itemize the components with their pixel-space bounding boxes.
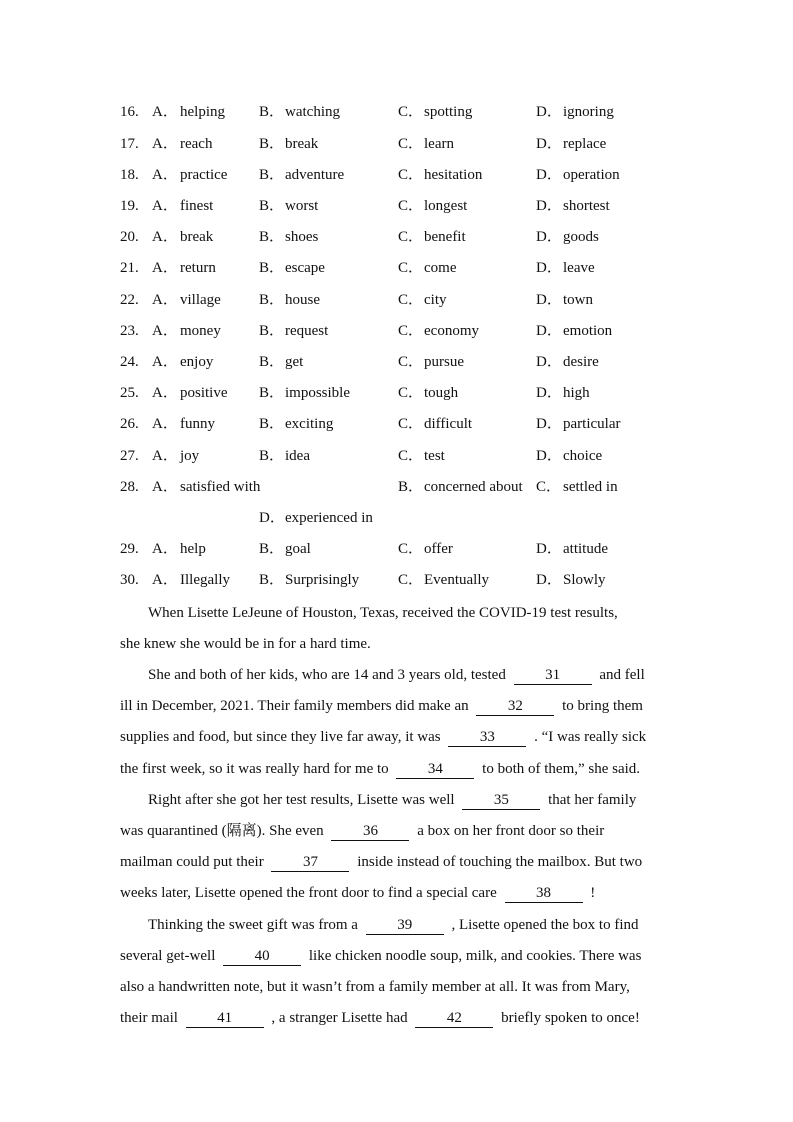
option-letter-b: B． (259, 104, 285, 120)
option-letter-c: C． (398, 323, 424, 339)
option-d[interactable]: choice (563, 448, 603, 464)
option-letter-d: D． (536, 260, 562, 276)
passage-line: their mail 41 , a stranger Lisette had 42 briefly spoken to once! (120, 1010, 640, 1026)
option-d[interactable]: goods (563, 229, 599, 245)
option-letter-d: D． (536, 416, 562, 432)
passage-line: mailman could put their 37 inside instead of touching the mailbox. But two (120, 854, 643, 870)
option-letter-d: D． (536, 323, 562, 339)
passage-line: the first week, so it was really hard for me to 34 to both of them,” she said. (120, 761, 641, 777)
option-c[interactable]: come (424, 260, 457, 276)
option-letter-a: A． (152, 260, 178, 276)
option-letter-a: A． (152, 198, 178, 214)
option-c[interactable]: test (424, 448, 445, 464)
option-letter-b: B． (259, 385, 285, 401)
option-a[interactable]: funny (180, 416, 215, 432)
option-letter-d: D． (536, 292, 562, 308)
option-b[interactable]: shoes (285, 229, 319, 245)
option-letter-c: C． (536, 479, 562, 495)
passage-line: When Lisette LeJeune of Houston, Texas, received the COVID-19 test results, (148, 605, 618, 621)
option-letter-d: D． (536, 198, 562, 214)
option-letter-a: A． (152, 572, 178, 588)
option-letter-a: A． (152, 479, 178, 495)
passage-line: also a handwritten note, but it wasn’t from a family member at all. It was from Mary, (120, 979, 630, 995)
option-letter-c: C． (398, 260, 424, 276)
question-number: 25. (120, 385, 139, 401)
option-b[interactable]: watching (285, 104, 340, 120)
option-b[interactable]: idea (285, 448, 310, 464)
option-letter-d: D． (536, 167, 562, 183)
passage-line: Right after she got her test results, Lisette was well 35 that her family (148, 792, 637, 808)
option-c[interactable]: benefit (424, 229, 466, 245)
option-letter-c: C． (398, 167, 424, 183)
option-letter-b: B． (259, 354, 285, 370)
option-a[interactable]: Illegally (180, 572, 230, 588)
option-a[interactable]: money (180, 323, 221, 339)
option-letter-a: A． (152, 416, 178, 432)
option-letter-d: D． (536, 104, 562, 120)
option-letter-d: D． (536, 448, 562, 464)
blank-39[interactable]: 39 (366, 916, 444, 935)
question-number: 24. (120, 354, 139, 370)
option-d[interactable]: emotion (563, 323, 613, 339)
blank-41[interactable]: 41 (186, 1009, 264, 1028)
option-c[interactable]: difficult (424, 416, 473, 432)
option-letter-c: C． (398, 541, 424, 557)
option-d[interactable]: desire (563, 354, 599, 370)
blank-38[interactable]: 38 (505, 884, 583, 903)
option-letter-b: B． (259, 541, 285, 557)
option-c[interactable]: Eventually (424, 572, 489, 588)
option-letter-a: A． (152, 136, 178, 152)
question-number: 17. (120, 136, 139, 152)
option-d[interactable]: Slowly (563, 572, 606, 588)
passage-line: She and both of her kids, who are 14 and 3 years old, tested 31 and fell (148, 667, 645, 683)
option-b[interactable]: exciting (285, 416, 334, 432)
option-c[interactable]: city (424, 292, 447, 308)
blank-42[interactable]: 42 (415, 1009, 493, 1028)
option-letter-b: B． (398, 479, 424, 495)
option-c[interactable]: offer (424, 541, 453, 557)
option-d[interactable]: replace (563, 136, 607, 152)
question-number: 18. (120, 167, 139, 183)
option-b[interactable]: get (285, 354, 304, 370)
option-b[interactable]: house (285, 292, 320, 308)
option-c[interactable]: hesitation (424, 167, 483, 183)
option-letter-d: D． (536, 354, 562, 370)
option-b[interactable]: worst (285, 198, 319, 214)
option-letter-a: A． (152, 292, 178, 308)
question-number: 21. (120, 260, 139, 276)
option-b[interactable]: adventure (285, 167, 345, 183)
passage-line: weeks later, Lisette opened the front door to find a special care 38 ! (120, 885, 596, 901)
option-a[interactable]: positive (180, 385, 228, 401)
option-c[interactable]: economy (424, 323, 479, 339)
option-b[interactable]: Surprisingly (285, 572, 360, 588)
option-c[interactable]: learn (424, 136, 454, 152)
option-b[interactable]: goal (285, 541, 311, 557)
blank-36[interactable]: 36 (331, 822, 409, 841)
option-a[interactable]: helping (180, 104, 225, 120)
passage-line: she knew she would be in for a hard time. (120, 636, 371, 652)
option-c[interactable]: tough (424, 385, 459, 401)
option-letter-a: A． (152, 354, 178, 370)
option-letter-b: B． (259, 292, 285, 308)
option-b[interactable]: concerned about (424, 479, 523, 495)
blank-33[interactable]: 33 (448, 728, 526, 747)
option-letter-b: B． (259, 260, 285, 276)
option-letter-a: A． (152, 448, 178, 464)
option-letter-b: B． (259, 229, 285, 245)
question-number: 22. (120, 292, 139, 308)
option-letter-c: C． (398, 354, 424, 370)
option-d[interactable]: high (563, 385, 590, 401)
option-letter-b: B． (259, 448, 285, 464)
option-letter-b: B． (259, 198, 285, 214)
option-letter-d: D． (536, 229, 562, 245)
option-letter-b: B． (259, 416, 285, 432)
option-b[interactable]: break (285, 136, 319, 152)
option-letter-c: C． (398, 448, 424, 464)
option-letter-b: B． (259, 572, 285, 588)
option-letter-c: C． (398, 572, 424, 588)
option-letter-a: A． (152, 323, 178, 339)
option-letter-c: C． (398, 416, 424, 432)
option-letter-b: B． (259, 167, 285, 183)
option-letter-d: D． (536, 385, 562, 401)
passage-line: supplies and food, but since they live far away, it was 33 . “I was really sick (120, 729, 647, 745)
option-letter-a: A． (152, 229, 178, 245)
option-b[interactable]: escape (285, 260, 325, 276)
option-d[interactable]: leave (563, 260, 595, 276)
option-letter-a: A． (152, 541, 178, 557)
question-number: 28. (120, 479, 139, 495)
option-d[interactable]: operation (563, 167, 620, 183)
question-number: 27. (120, 448, 139, 464)
option-letter-d: D． (259, 510, 285, 526)
option-letter-c: C． (398, 385, 424, 401)
option-letter-c: C． (398, 104, 424, 120)
question-number: 30. (120, 572, 139, 588)
passage-line: Thinking the sweet gift was from a 39 , Lisette opened the box to find (148, 917, 639, 933)
option-letter-a: A． (152, 104, 178, 120)
question-number: 26. (120, 416, 139, 432)
option-letter-a: A． (152, 167, 178, 183)
option-d[interactable]: town (563, 292, 593, 308)
question-number: 20. (120, 229, 139, 245)
option-c[interactable]: longest (424, 198, 468, 214)
question-number: 16. (120, 104, 139, 120)
blank-34[interactable]: 34 (396, 760, 474, 779)
option-c[interactable]: settled in (563, 479, 618, 495)
option-a[interactable]: break (180, 229, 214, 245)
option-a[interactable]: satisfied with (180, 479, 261, 495)
option-a[interactable]: reach (180, 136, 213, 152)
option-letter-c: C． (398, 229, 424, 245)
blank-37[interactable]: 37 (271, 853, 349, 872)
option-d[interactable]: shortest (563, 198, 610, 214)
option-a[interactable]: finest (180, 198, 214, 214)
option-a[interactable]: joy (180, 448, 200, 464)
option-b[interactable]: request (285, 323, 329, 339)
option-letter-c: C． (398, 136, 424, 152)
option-letter-c: C． (398, 198, 424, 214)
option-a[interactable]: village (180, 292, 221, 308)
question-number: 23. (120, 323, 139, 339)
option-a[interactable]: return (180, 260, 216, 276)
option-letter-d: D． (536, 572, 562, 588)
option-d[interactable]: attitude (563, 541, 608, 557)
blank-31[interactable]: 31 (514, 666, 592, 685)
option-c[interactable]: spotting (424, 104, 473, 120)
option-c[interactable]: pursue (424, 354, 464, 370)
blank-40[interactable]: 40 (223, 947, 301, 966)
passage-line: was quarantined (隔离). She even 36 a box on her front door so their (120, 823, 605, 839)
option-d[interactable]: particular (563, 416, 621, 432)
option-letter-d: D． (536, 541, 562, 557)
option-d[interactable]: experienced in (285, 510, 373, 526)
option-letter-c: C． (398, 292, 424, 308)
option-a[interactable]: help (180, 541, 206, 557)
option-letter-a: A． (152, 385, 178, 401)
option-a[interactable]: practice (180, 167, 228, 183)
option-a[interactable]: enjoy (180, 354, 214, 370)
blank-32[interactable]: 32 (476, 697, 554, 716)
option-letter-b: B． (259, 323, 285, 339)
blank-35[interactable]: 35 (462, 791, 540, 810)
option-letter-b: B． (259, 136, 285, 152)
question-number: 29. (120, 541, 139, 557)
passage-line: several get-well 40 like chicken noodle soup, milk, and cookies. There was (120, 948, 642, 964)
option-letter-d: D． (536, 136, 562, 152)
option-d[interactable]: ignoring (563, 104, 614, 120)
passage-line: ill in December, 2021. Their family members did make an 32 to bring them (120, 698, 643, 714)
question-number: 19. (120, 198, 139, 214)
option-b[interactable]: impossible (285, 385, 351, 401)
